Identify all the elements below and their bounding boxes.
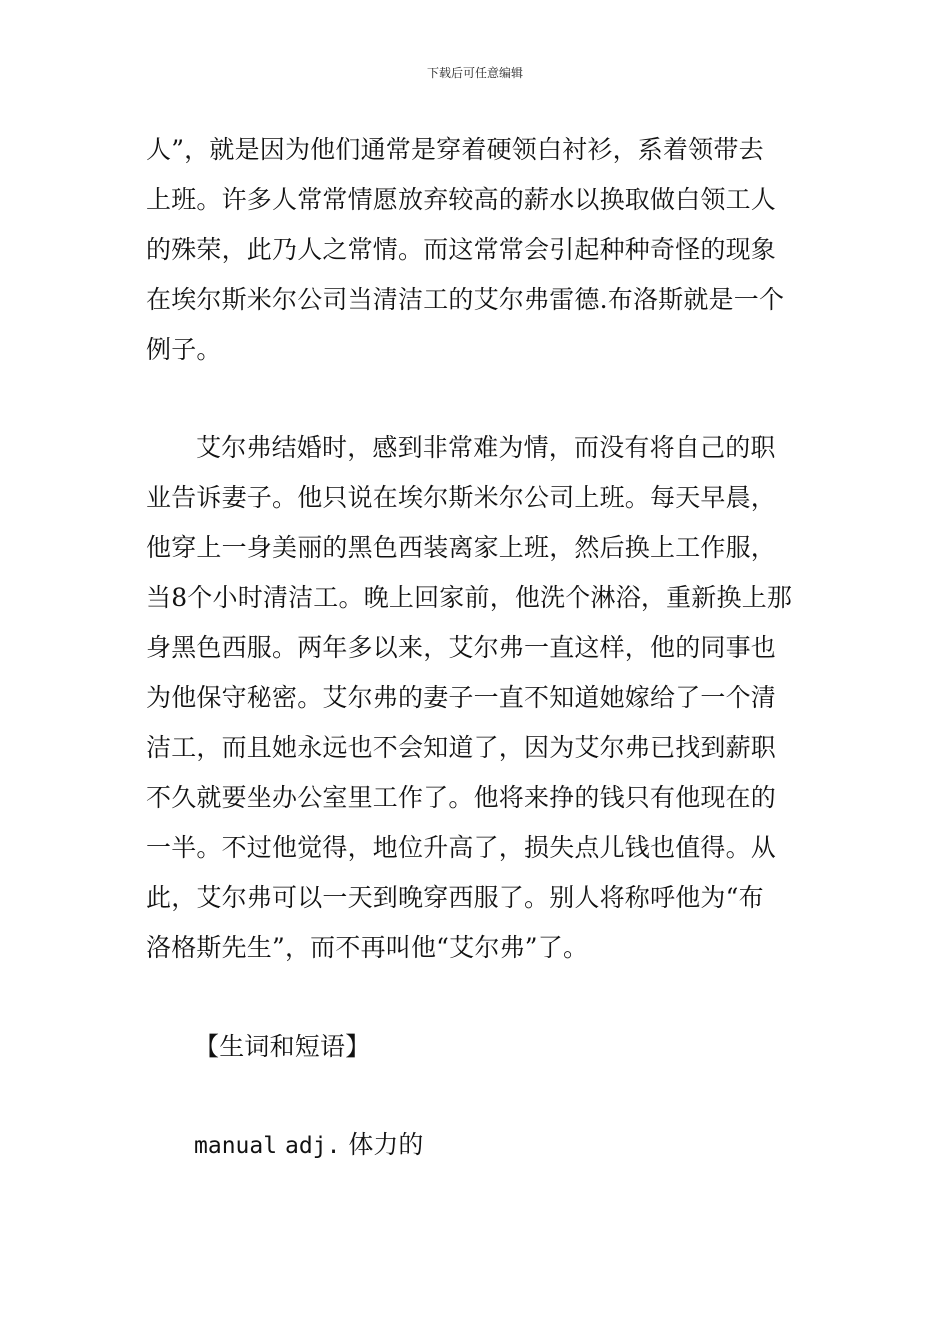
paragraph-2-line: 身黑色西服。两年多以来，艾尔弗一直这样，他的同事也	[146, 633, 777, 662]
paragraph-1-line: 人”，就是因为他们通常是穿着硬领白衬衫，系着领带去	[146, 135, 764, 164]
vocab-meaning: 体力的	[348, 1130, 424, 1159]
paragraph-2-line: 艾尔弗结婚时，感到非常难为情，而没有将自己的职	[196, 433, 776, 462]
paragraph-1-line: 的殊荣，此乃人之常情。而这常常会引起种种奇怪的现象	[146, 235, 777, 264]
paragraph-2-line: 为他保守秘密。艾尔弗的妻子一直不知道她嫁给了一个清	[146, 683, 777, 712]
paragraph-2-line: 洁工，而且她永远也不会知道了，因为艾尔弗已找到薪职	[146, 733, 777, 762]
paragraph-1-line: 例子。	[146, 335, 222, 364]
vocab-heading: 【生词和短语】	[194, 1032, 371, 1061]
paragraph-2-line: 他穿上一身美丽的黑色西装离家上班，然后换上工作服，	[146, 533, 777, 562]
paragraph-2-line: 洛格斯先生”，而不再叫他“艾尔弗”了。	[146, 933, 589, 962]
paragraph-2-line: 此，艾尔弗可以一天到晚穿西服了。别人将称呼他为“布	[146, 883, 764, 912]
paragraph-2-line: 业告诉妻子。他只说在埃尔斯米尔公司上班。每天早晨，	[146, 483, 777, 512]
paragraph-1-line: 在埃尔斯米尔公司当清洁工的艾尔弗雷德.布洛斯就是一个	[146, 285, 785, 314]
vocab-pos: adj.	[285, 1133, 341, 1159]
paragraph-2-line: 当8个小时清洁工。晚上回家前，他洗个淋浴，重新换上那	[146, 583, 793, 612]
paragraph-1-line: 上班。许多人常常情愿放弃较高的薪水以换取做白领工人	[146, 185, 777, 214]
vocab-word: manual	[194, 1133, 278, 1159]
paragraph-2-line: 一半。不过他觉得，地位升高了，损失点儿钱也值得。从	[146, 833, 777, 862]
vocab-item	[194, 1128, 423, 1163]
paragraph-2-line: 不久就要坐办公室里工作了。他将来挣的钱只有他现在的	[146, 783, 777, 812]
page-header: 下载后可任意编辑	[426, 66, 523, 80]
